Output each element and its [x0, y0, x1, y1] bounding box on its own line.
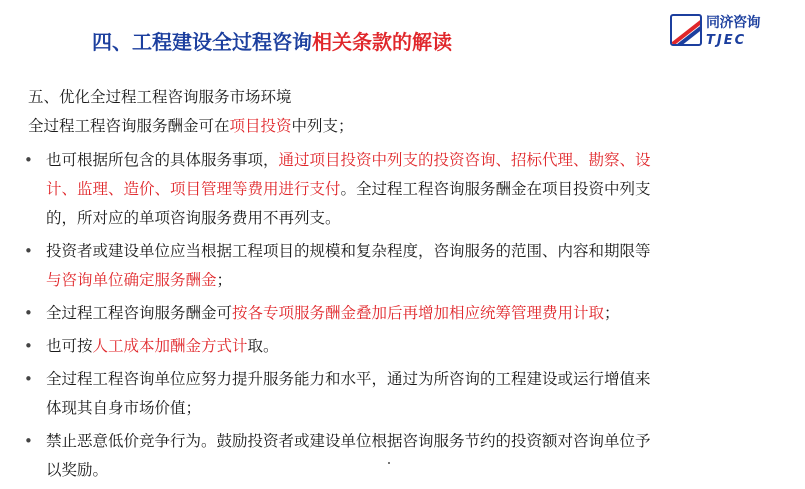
footer-dot — [388, 462, 390, 464]
intro-highlight: 项目投资 — [229, 117, 292, 135]
section-intro: 全过程工程咨询服务酬金可在项目投资中列支； — [28, 117, 354, 135]
title-part-blue: 四、工程建设全过程咨询 — [92, 30, 312, 54]
tjec-emblem-icon — [670, 14, 702, 46]
list-item: • 也可根据所包含的具体服务事项，通过项目投资中列支的投资咨询、招标代理、勘察、设 计、监理、造价、项目管理等费用进行支付。全过程工程咨询服务酬金在项目投资中列支 的，所对应的单项咨询服务费用不再列支。 — [24, 146, 784, 233]
section-heading: 五、优化全过程工程咨询服务市场环境 — [28, 88, 292, 106]
list-item: • 全过程工程咨询服务酬金可按各专项服务酬金叠加后再增加相应统筹管理费用计取； — [24, 299, 784, 328]
bullet-list — [24, 146, 784, 489]
list-item: • 全过程工程咨询单位应努力提升服务能力和水平，通过为所咨询的工程建设或运行增值来 体现其自身市场价值； — [24, 365, 784, 423]
bullet-marker: • — [24, 242, 33, 260]
bullet-marker: • — [24, 370, 33, 388]
list-item: • 投资者或建设单位应当根据工程项目的规模和复杂程度，咨询服务的范围、内容和期限等 与咨询单位确定服务酬金； — [24, 237, 784, 295]
bullet-marker: • — [24, 432, 33, 450]
logo-name-cn: 同济咨询 — [706, 15, 760, 31]
list-item: • 禁止恶意低价竞争行为。鼓励投资者或建设单位根据咨询服务节约的投资额对咨询单位予 以奖励。 — [24, 427, 784, 485]
company-logo — [670, 14, 770, 52]
bullet-marker: • — [24, 304, 33, 322]
bullet-marker: • — [24, 337, 33, 355]
title-part-red: 相关条款的解读 — [312, 30, 452, 54]
bullet-marker: • — [24, 151, 33, 169]
list-item: • 也可按人工成本加酬金方式计取。 — [24, 332, 784, 361]
page-title — [92, 28, 452, 56]
logo-name-en: TJEC — [706, 33, 747, 48]
